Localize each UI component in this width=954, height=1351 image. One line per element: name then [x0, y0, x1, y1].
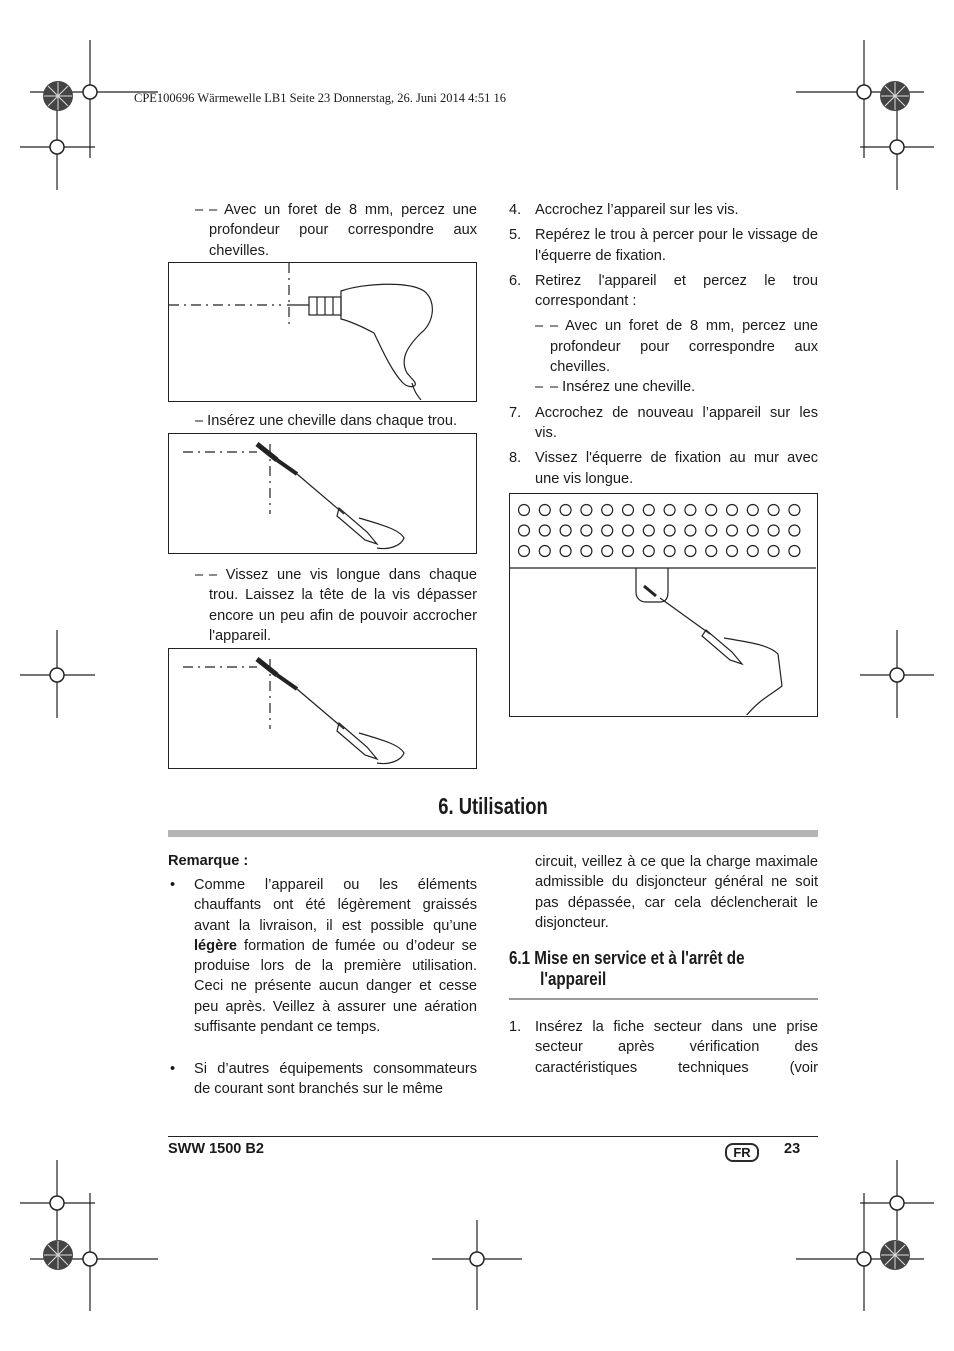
sub-step-dowel: [509, 377, 818, 397]
step-number: 1.: [509, 1019, 522, 1035]
subsection-title-wrap: [509, 947, 818, 989]
remark-text: formation de fumée ou d’odeur se produise lors de la première utilisation. Ceci ne présente aucun danger et cesse peu après. Veillez à assurer une aération suffisante pendant ce temps.: [194, 937, 477, 1036]
step-8: [509, 448, 818, 489]
step-text: Vissez l'équerre de fixation au mur avec une vis longue.: [535, 450, 818, 487]
vent-hole: [664, 525, 675, 536]
vent-hole: [560, 525, 571, 536]
language-badge-text: FR: [727, 1145, 757, 1160]
step-number: 8.: [509, 450, 522, 467]
vent-hole: [747, 525, 758, 536]
section-title: 6. Utilisation: [438, 793, 548, 819]
step-screw-content: – Vissez une vis longue dans chaque trou. Laissez la tête de la vis dépasser encore un peu afin de pouvoir accrocher l'appareil.: [209, 567, 477, 644]
step-text: Accrochez l’appareil sur les vis.: [535, 202, 739, 218]
remark-bullet-1: [168, 875, 477, 1037]
remark-emphasis: légère: [194, 937, 237, 954]
subsection-title-line2: l'appareil: [540, 968, 607, 989]
vent-hole: [727, 525, 738, 536]
step-drill-content: – Avec un foret de 8 mm, percez une profondeur pour correspondre aux chevilles.: [209, 202, 477, 259]
step-number: 5.: [509, 227, 522, 244]
vent-hole: [768, 525, 779, 536]
vent-hole: [519, 525, 530, 536]
step-number: 7.: [509, 404, 522, 421]
vent-hole: [685, 505, 696, 516]
bracket-illustration: [509, 493, 818, 717]
vent-hole: [581, 525, 592, 536]
vent-hole: [539, 525, 550, 536]
step-dowel-text: [195, 411, 480, 431]
vent-hole: [623, 546, 634, 557]
vent-hole: [519, 546, 530, 557]
vent-hole: [643, 546, 654, 557]
vent-hole: [664, 546, 675, 557]
step-text: Insérez la fiche secteur dans une prise secteur après vérification des caractéristiques techniques (voir: [535, 1019, 818, 1076]
vent-hole: [664, 505, 675, 516]
vent-hole: [602, 525, 613, 536]
vent-hole: [560, 505, 571, 516]
page-number: 23: [784, 1141, 801, 1157]
vent-hole: [706, 546, 717, 557]
vent-hole: [747, 546, 758, 557]
remark-bullet-2: [168, 1059, 477, 1100]
power-step-1: [509, 1017, 818, 1078]
vent-hole: [706, 525, 717, 536]
step-number: 6.: [509, 272, 522, 289]
step-5: [509, 225, 818, 266]
section-title-wrap: [168, 793, 818, 820]
step-text: Retirez l'appareil et percez le trou correspondant :: [535, 272, 818, 310]
print-header-line: CPE100696 Wärmewelle LB1 Seite 23 Donnerstag, 26. Juni 2014 4:51 16: [134, 91, 506, 105]
step-number: 4.: [509, 202, 522, 218]
vent-hole: [685, 525, 696, 536]
sub-step-text: – Insérez une cheville.: [550, 379, 696, 396]
remark-bullet-2-continued: circuit, veillez à ce que la charge maximale admissible du disjoncteur général ne soit pas dépassée, car cela déclencherait le disjoncteur.: [535, 854, 818, 931]
vent-hole: [643, 505, 654, 516]
vent-hole: [685, 546, 696, 557]
vent-hole: [581, 505, 592, 516]
remark-bullet-2-content: Si d’autres équipements consommateurs de courant sont branchés sur le même: [194, 1061, 477, 1098]
step-4: [509, 200, 818, 220]
drill-illustration: [168, 262, 477, 402]
dash-marker: –: [535, 379, 544, 396]
language-badge: [725, 1143, 759, 1162]
vent-hole: [623, 525, 634, 536]
footer-model: SWW 1500 B2: [168, 1141, 264, 1157]
vent-hole: [560, 546, 571, 557]
dowel-illustration: [168, 433, 477, 554]
step-6: [509, 271, 818, 312]
sub-step-text: – Avec un foret de 8 mm, percez une profondeur pour correspondre aux chevilles.: [550, 318, 818, 376]
dash-marker: –: [195, 567, 204, 583]
step-screw-text: [195, 565, 477, 646]
vent-hole: [539, 546, 550, 557]
subsection-rule: [509, 998, 818, 1000]
remark-text: Comme l’appareil ou les éléments chauffants ont été légèrement graissés avant la livraison, il est possible qu’une: [194, 877, 477, 934]
vent-hole: [768, 505, 779, 516]
step-text: Accrochez de nouveau l’appareil sur les vis.: [535, 404, 818, 441]
bullet-marker: •: [170, 1061, 176, 1077]
vent-hole: [602, 546, 613, 557]
vent-hole: [768, 546, 779, 557]
vent-hole: [747, 505, 758, 516]
remark-label: Remarque :: [168, 853, 249, 869]
vent-hole: [727, 546, 738, 557]
step-7: [509, 403, 818, 444]
vent-hole: [623, 505, 634, 516]
vent-hole: [727, 505, 738, 516]
vent-hole: [539, 505, 550, 516]
dash-marker: –: [195, 202, 204, 218]
vent-hole: [519, 505, 530, 516]
vent-hole: [643, 525, 654, 536]
steps-list-a: [509, 200, 818, 489]
vent-hole: [789, 546, 800, 557]
step-dowel-content: – Insérez une cheville dans chaque trou.: [195, 413, 458, 429]
vent-hole: [706, 505, 717, 516]
subsection-title: [509, 947, 762, 989]
screw-illustration: [168, 648, 477, 769]
vent-hole: [789, 525, 800, 536]
dash-marker: –: [535, 318, 544, 335]
footer-rule: [168, 1136, 818, 1137]
vent-hole: [581, 546, 592, 557]
step-drill-text: [195, 200, 477, 261]
bullet-marker: •: [170, 877, 176, 893]
vent-hole: [789, 505, 800, 516]
sub-step-drill: [509, 316, 818, 377]
subsection-title-line1: 6.1 Mise en service et à l'arrêt de: [509, 947, 745, 968]
section-rule: [168, 830, 818, 837]
vent-hole: [602, 505, 613, 516]
step-text: Repérez le trou à percer pour le vissage de l'équerre de fixation.: [535, 227, 818, 264]
remark-bullet-1-content: [168, 875, 477, 1037]
